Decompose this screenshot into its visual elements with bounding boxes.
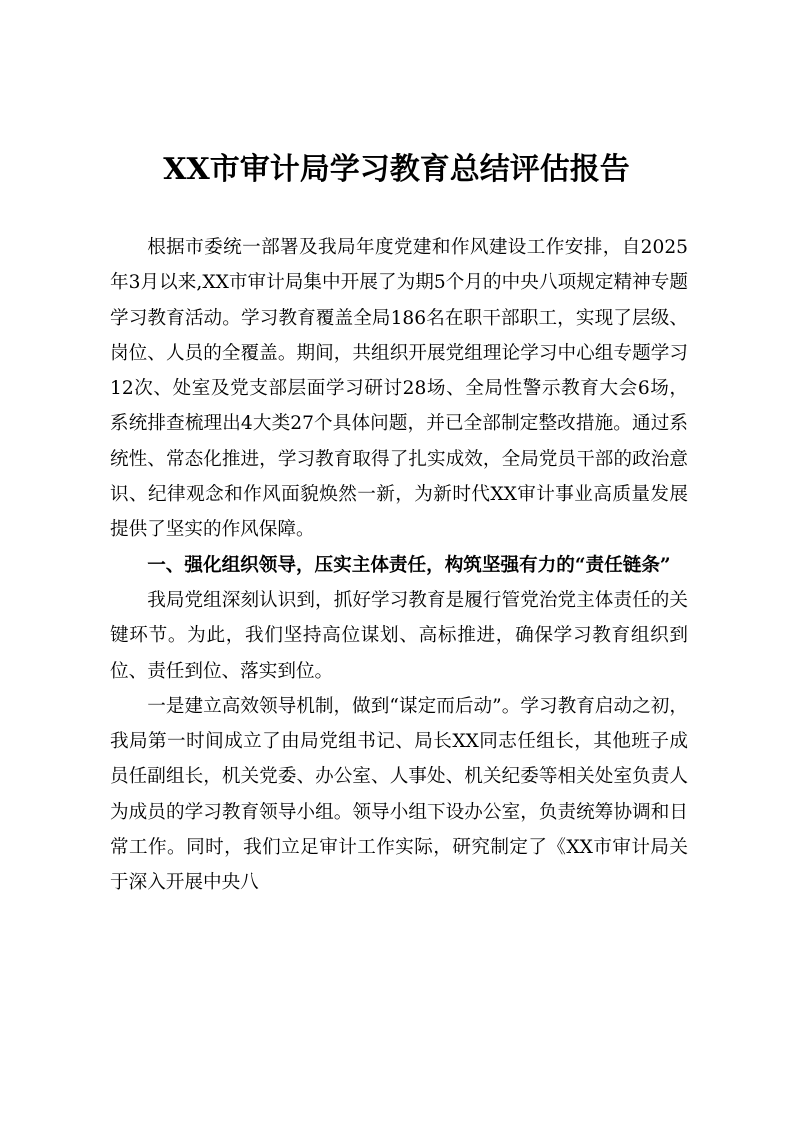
document-title: XX市审计局学习教育总结评估报告	[163, 152, 630, 187]
section-heading-1: 一、强化组织领导，压实主体责任，构筑坚强有力的“责任链条”	[147, 554, 671, 576]
document-body	[110, 230, 688, 901]
paragraph-point-1: 一是建立高效领导机制，做到“谋定而后动”。学习教育启动之初，我局第一时间成立了由局党组书记、局长XX同志任组长，其他班子成员任副组长，机关党委、办公室、人事处、机关纪委等相关处室负责人为成员的学习教育领导小组。领导小组下设办公室，负责统筹协调和日常工作。同时，我们立足审计工作实际，研究制定了《XX市审计局关于深入开展中央八	[110, 695, 688, 894]
paragraph-section-1-intro: 我局党组深刻认识到，抓好学习教育是履行管党治党主体责任的关键环节。为此，我们坚持高位谋划、高标推进，确保学习教育组织到位、责任到位、落实到位。	[110, 589, 688, 682]
paragraph-intro: 根据市委统一部署及我局年度党建和作风建设工作安排，自2025年3月以来,XX市审计局集中开展了为期5个月的中央八项规定精神专题学习教育活动。学习教育覆盖全局186名在职干部职工，实现了层级、岗位、人员的全覆盖。期间，共组织开展党组理论学习中心组专题学习12次、处室及党支部层面学习研讨28场、全局性警示教育大会6场，系统排查梳理出4大类27个具体问题，并已全部制定整改措施。通过系统性、常态化推进，学习教育取得了扎实成效，全局党员干部的政治意识、纪律观念和作风面貌焕然一新，为新时代XX审计事业高质量发展提供了坚实的作风保障。	[110, 237, 688, 541]
